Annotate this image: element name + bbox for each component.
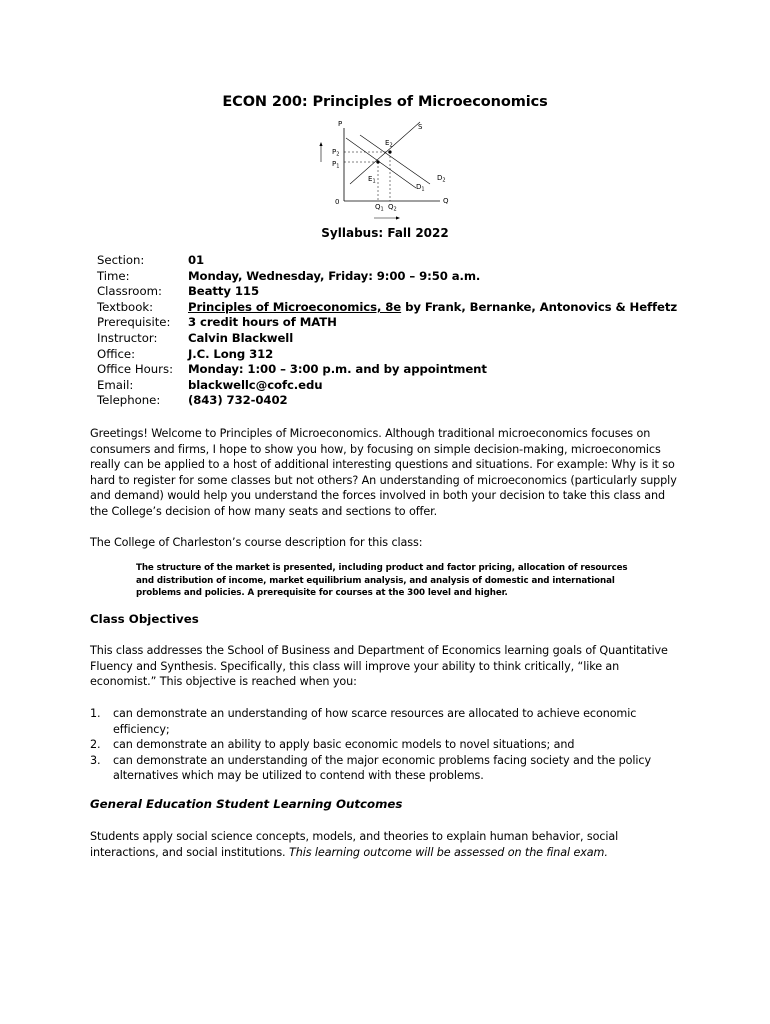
quantity-axis-label: Q [443, 197, 449, 205]
origin-label: 0 [335, 198, 340, 206]
course-description-quote: The structure of the market is presented, including product and factor pricing, allocation of resources and distribution of income, market equilibrium analysis, and analysis of domestic and international problems and policies. A prerequisite for courses at the 300 level and higher. [136, 563, 628, 599]
info-label: Email: [97, 377, 134, 392]
gen-ed-italic-text: This learning outcome will be assessed on the final exam. [288, 845, 608, 859]
info-row-office-hours [97, 362, 677, 378]
info-row-classroom [97, 284, 677, 300]
info-label: Textbook: [97, 299, 154, 314]
textbook-title: Principles of Microeconomics, 8e [188, 299, 402, 314]
info-label: Classroom: [97, 284, 162, 299]
list-number: 3. [90, 753, 101, 767]
list-number: 2. [90, 738, 101, 751]
info-label: Office: [97, 346, 136, 361]
info-value: blackwellc@cofc.edu [188, 377, 323, 392]
info-value [188, 300, 677, 316]
info-value: (843) 732-0402 [188, 393, 288, 408]
info-value: Monday, Wednesday, Friday: 9:00 – 9:50 a.m. [188, 268, 481, 283]
info-label: Prerequisite: [97, 315, 171, 330]
e1-label: $E_1$ [368, 175, 376, 185]
info-label: Section: [97, 253, 145, 267]
info-value: 01 [188, 253, 205, 267]
equilibrium-e2-point [388, 150, 391, 153]
supply-label: S [418, 123, 423, 131]
q1-label: $Q_1$ [375, 203, 384, 213]
course-description-intro: The College of Charleston’s course description for this class: [90, 536, 423, 549]
info-value: J.C. Long 312 [188, 346, 274, 361]
textbook-authors: by Frank, Bernanke, Antonovics & Heffetz [401, 299, 678, 314]
e2-label: $E_2$ [385, 139, 393, 149]
gen-ed-paragraph [90, 829, 680, 860]
p2-label: $P_2$ [332, 148, 340, 158]
syllabus-subtitle: Syllabus: Fall 2022 [321, 226, 449, 240]
info-value: Calvin Blackwell [188, 330, 294, 345]
list-number: 1. [90, 707, 101, 720]
list-text: can demonstrate an understanding of the major economic problems facing society and the policy alternatives which may be utilized to contend with these problems. [113, 753, 652, 782]
course-info-table [97, 253, 677, 409]
list-text: can demonstrate an ability to apply basic economic models to novel situations; and [113, 738, 575, 751]
info-row-section [97, 253, 677, 269]
p1-label: $P_1$ [332, 160, 340, 170]
list-text: can demonstrate an understanding of how scarce resources are allocated to achieve economic efficiency; [113, 707, 637, 736]
info-row-textbook [97, 300, 677, 316]
info-row-email [97, 378, 677, 394]
objectives-list [90, 706, 680, 784]
list-item [90, 753, 680, 784]
demand-curve-d1 [346, 138, 416, 188]
price-axis-label: P [338, 120, 343, 128]
info-label: Telephone: [97, 393, 161, 408]
quantity-increase-arrowhead [396, 216, 400, 219]
equilibrium-e1-point [376, 160, 379, 163]
info-row-prerequisite [97, 315, 677, 331]
supply-curve [350, 122, 420, 184]
info-row-instructor [97, 331, 677, 347]
list-item [90, 706, 680, 737]
greeting-paragraph: Greetings! Welcome to Principles of Microeconomics. Although traditional microeconomics focuses on consumers and firms, I hope to show you how, by focusing on simple decision-making, microeconomics really can be applied to a host of additional interesting questions and situations. For example: Why is it so hard to register for some classes but not others? An understanding of microeconomics (particularly supply and demand) would help you understand the forces involved in both your decision to take this class and the College’s decision of how many seats and sections to offer. [90, 427, 677, 518]
info-label: Time: [97, 268, 130, 283]
info-label: Office Hours: [97, 362, 174, 377]
info-row-time [97, 269, 677, 285]
class-objectives-heading: Class Objectives [90, 612, 199, 626]
objectives-intro: This class addresses the School of Business and Department of Economics learning goals of Quantitative Fluency and Synthesis. Specifically, this class will improve your ability to think critically, “like an economist.” This objective is reached when you: [90, 644, 668, 688]
price-increase-arrowhead [319, 142, 322, 146]
info-label: Instructor: [97, 330, 158, 345]
info-value: Beatty 115 [188, 284, 259, 299]
info-value: Monday: 1:00 – 3:00 p.m. and by appointment [188, 362, 487, 377]
gen-ed-heading: General Education Student Learning Outcomes [90, 797, 403, 811]
d2-label: $D_2$ [437, 174, 446, 184]
page-title: ECON 200: Principles of Microeconomics [222, 94, 548, 110]
info-value: 3 credit hours of MATH [188, 315, 337, 330]
info-row-office [97, 347, 677, 363]
list-item [90, 737, 680, 753]
d1-label: $D_1$ [416, 183, 425, 193]
info-row-telephone [97, 393, 677, 409]
supply-demand-diagram [312, 114, 458, 226]
q2-label: $Q_2$ [388, 203, 397, 213]
gen-ed-text: Students apply social science concepts, models, and theories to explain human behavior, social interactions, and social institutions. [90, 830, 619, 859]
